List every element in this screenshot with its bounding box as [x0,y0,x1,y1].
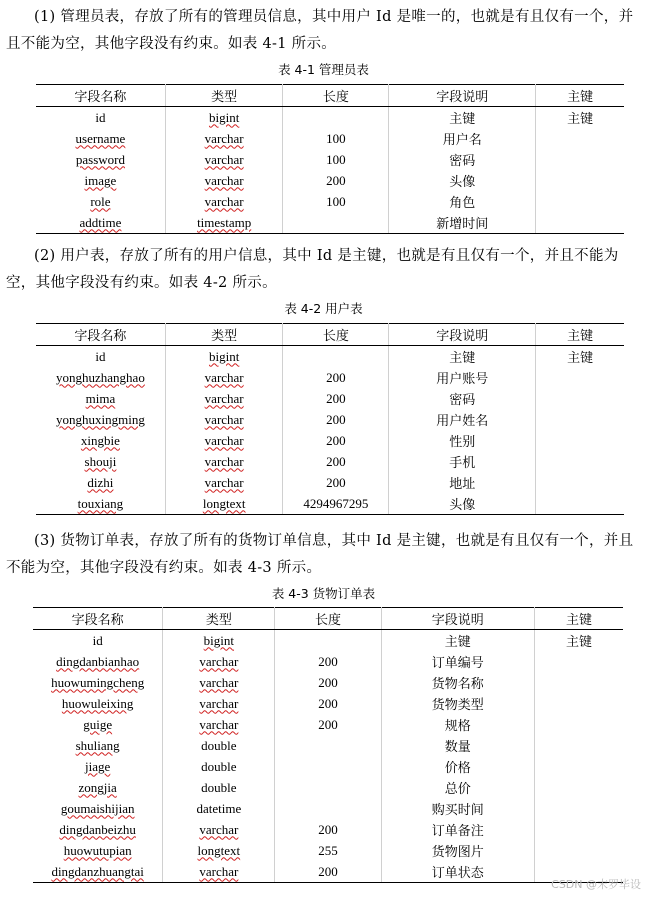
cell-length: 100 [283,149,389,170]
cell-description: 总价 [381,777,534,798]
cell-field-name: id [36,107,165,129]
cell-description: 价格 [381,756,534,777]
cell-field-name: touxiang [36,493,165,515]
cell-primary-key [534,693,623,714]
cell-type: varchar [165,170,283,191]
cell-description: 角色 [389,191,536,212]
table-row [36,451,624,472]
cell-primary-key [536,430,624,451]
cell-length [283,212,389,234]
table-row [33,630,623,652]
cell-length [275,630,381,652]
table-4-2-user [36,323,624,515]
table-row [36,367,624,388]
cell-primary-key [534,819,623,840]
cell-description: 性别 [389,430,536,451]
cell-length: 200 [283,430,389,451]
cell-primary-key [534,777,623,798]
table-row [33,840,623,861]
cell-field-name: guige [33,714,163,735]
cell-description: 手机 [389,451,536,472]
column-header-type: 类型 [165,324,283,346]
cell-description: 货物图片 [381,840,534,861]
column-header-field-name: 字段名称 [36,324,165,346]
cell-description: 密码 [389,149,536,170]
cell-field-name: role [36,191,165,212]
table-row [36,346,624,368]
table-row [36,191,624,212]
cell-field-name: image [36,170,165,191]
cell-primary-key [536,493,624,515]
cell-type: double [163,735,275,756]
cell-field-name: jiage [33,756,163,777]
column-header-description: 字段说明 [389,324,536,346]
cell-primary-key: 主键 [536,107,624,129]
table-header-row [36,85,624,107]
cell-type: varchar [165,191,283,212]
table-row [36,472,624,493]
cell-type: varchar [165,367,283,388]
cell-type: varchar [165,388,283,409]
cell-primary-key [534,651,623,672]
table-row [33,798,623,819]
column-header-description: 字段说明 [381,608,534,630]
cell-field-name: shouji [36,451,165,472]
column-header-primary-key: 主键 [534,608,623,630]
cell-description: 地址 [389,472,536,493]
cell-type: double [163,777,275,798]
cell-length: 255 [275,840,381,861]
cell-type: longtext [163,840,275,861]
cell-length: 100 [283,191,389,212]
cell-primary-key [536,128,624,149]
cell-type: varchar [163,861,275,883]
cell-field-name: id [33,630,163,652]
cell-length: 200 [275,651,381,672]
table-row [33,651,623,672]
table-caption-2: 表 4-2 用户表 [284,301,363,316]
cell-primary-key [536,170,624,191]
cell-primary-key: 主键 [536,346,624,368]
table-row [36,409,624,430]
cell-primary-key [534,735,623,756]
cell-primary-key [536,388,624,409]
cell-field-name: addtime [36,212,165,234]
table-row [36,430,624,451]
cell-field-name: password [36,149,165,170]
table-row [36,493,624,515]
cell-primary-key [536,212,624,234]
table-row [36,388,624,409]
cell-type: longtext [165,493,283,515]
table-row [33,819,623,840]
cell-length: 200 [275,672,381,693]
cell-type: varchar [165,128,283,149]
cell-description: 主键 [389,107,536,129]
cell-primary-key [534,756,623,777]
table-4-3-order [33,607,623,883]
table-caption-3: 表 4-3 货物订单表 [271,586,376,601]
cell-length: 200 [283,472,389,493]
cell-field-name: username [36,128,165,149]
cell-primary-key [536,472,624,493]
cell-description: 主键 [389,346,536,368]
cell-field-name: huowumingcheng [33,672,163,693]
cell-field-name: huowuleixing [33,693,163,714]
column-header-primary-key: 主键 [536,324,624,346]
column-header-length: 长度 [283,324,389,346]
cell-type: varchar [163,672,275,693]
table-row [33,672,623,693]
cell-description: 订单状态 [381,861,534,883]
csdn-watermark: CSDN @末罗毕设 [551,878,641,891]
cell-type: varchar [165,149,283,170]
cell-type: varchar [163,819,275,840]
cell-primary-key [534,840,623,861]
cell-type: bigint [165,107,283,129]
table-row [33,735,623,756]
cell-length: 200 [283,388,389,409]
cell-description: 订单编号 [381,651,534,672]
cell-type: varchar [165,409,283,430]
column-header-type: 类型 [165,85,283,107]
column-header-description: 字段说明 [389,85,536,107]
cell-length [283,346,389,368]
cell-type: double [163,756,275,777]
cell-length [283,107,389,129]
cell-length: 200 [283,409,389,430]
cell-field-name: shuliang [33,735,163,756]
column-header-length: 长度 [283,85,389,107]
cell-type: varchar [163,651,275,672]
cell-field-name: goumaishijian [33,798,163,819]
table-4-1-admin [36,84,624,234]
cell-type: bigint [163,630,275,652]
paragraph-2: (2) 用户表，存放了所有的用户信息，其中 Id 是主键，也就是有且仅有一个，并且不能为空，其他字段没有约束。如表 4-2 所示。 [6,248,619,291]
column-header-type: 类型 [163,608,275,630]
table-row [33,693,623,714]
cell-length: 200 [283,367,389,388]
cell-field-name: dingdanbianhao [33,651,163,672]
cell-length [275,777,381,798]
cell-description: 订单备注 [381,819,534,840]
table-row [36,170,624,191]
paragraph-1: (1) 管理员表，存放了所有的管理员信息，其中用户 Id 是唯一的，也就是有且仅有一个，并且不能为空，其他字段没有约束。如表 4-1 所示。 [6,9,634,52]
cell-description: 数量 [381,735,534,756]
table-row [36,212,624,234]
table-row [33,861,623,883]
cell-field-name: dingdanbeizhu [33,819,163,840]
table-row [33,756,623,777]
cell-field-name: yonghuxingming [36,409,165,430]
cell-description: 规格 [381,714,534,735]
cell-field-name: xingbie [36,430,165,451]
paragraph-3: (3) 货物订单表，存放了所有的货物订单信息，其中 Id 是主键，也就是有且仅有一个，并且不能为空，其他字段没有约束。如表 4-3 所示。 [6,533,634,576]
cell-description: 密码 [389,388,536,409]
cell-description: 头像 [389,170,536,191]
cell-field-name: zongjia [33,777,163,798]
cell-primary-key [536,191,624,212]
cell-primary-key [534,714,623,735]
cell-length: 100 [283,128,389,149]
cell-description: 货物类型 [381,693,534,714]
cell-description: 新增时间 [389,212,536,234]
cell-length: 200 [275,819,381,840]
cell-length: 4294967295 [283,493,389,515]
cell-type: varchar [165,430,283,451]
cell-type: timestamp [165,212,283,234]
cell-description: 用户姓名 [389,409,536,430]
table-header-row [36,324,624,346]
table-caption-1: 表 4-1 管理员表 [278,62,369,77]
cell-length [275,798,381,819]
cell-primary-key [534,798,623,819]
cell-description: 购买时间 [381,798,534,819]
cell-description: 用户名 [389,128,536,149]
cell-primary-key [536,367,624,388]
cell-description: 用户账号 [389,367,536,388]
cell-length [275,735,381,756]
cell-description: 货物名称 [381,672,534,693]
cell-field-name: id [36,346,165,368]
cell-description: 主键 [381,630,534,652]
cell-length: 200 [275,861,381,883]
column-header-field-name: 字段名称 [36,85,165,107]
cell-type: bigint [165,346,283,368]
cell-type: varchar [165,472,283,493]
column-header-field-name: 字段名称 [33,608,163,630]
table-header-row [33,608,623,630]
cell-field-name: dizhi [36,472,165,493]
cell-length: 200 [275,693,381,714]
cell-type: varchar [163,693,275,714]
cell-length: 200 [275,714,381,735]
cell-type: varchar [163,714,275,735]
cell-field-name: mima [36,388,165,409]
cell-description: 头像 [389,493,536,515]
cell-length [275,756,381,777]
table-row [36,128,624,149]
cell-length: 200 [283,451,389,472]
cell-type: varchar [165,451,283,472]
cell-primary-key [534,672,623,693]
cell-field-name: yonghuzhanghao [36,367,165,388]
table-row [36,107,624,129]
cell-primary-key [536,149,624,170]
cell-field-name: huowutupian [33,840,163,861]
cell-field-name: dingdanzhuangtai [33,861,163,883]
column-header-length: 长度 [275,608,381,630]
cell-primary-key: 主键 [534,630,623,652]
table-row [36,149,624,170]
cell-primary-key [536,409,624,430]
table-row [33,714,623,735]
table-row [33,777,623,798]
cell-primary-key [536,451,624,472]
cell-length: 200 [283,170,389,191]
cell-type: datetime [163,798,275,819]
column-header-primary-key: 主键 [536,85,624,107]
